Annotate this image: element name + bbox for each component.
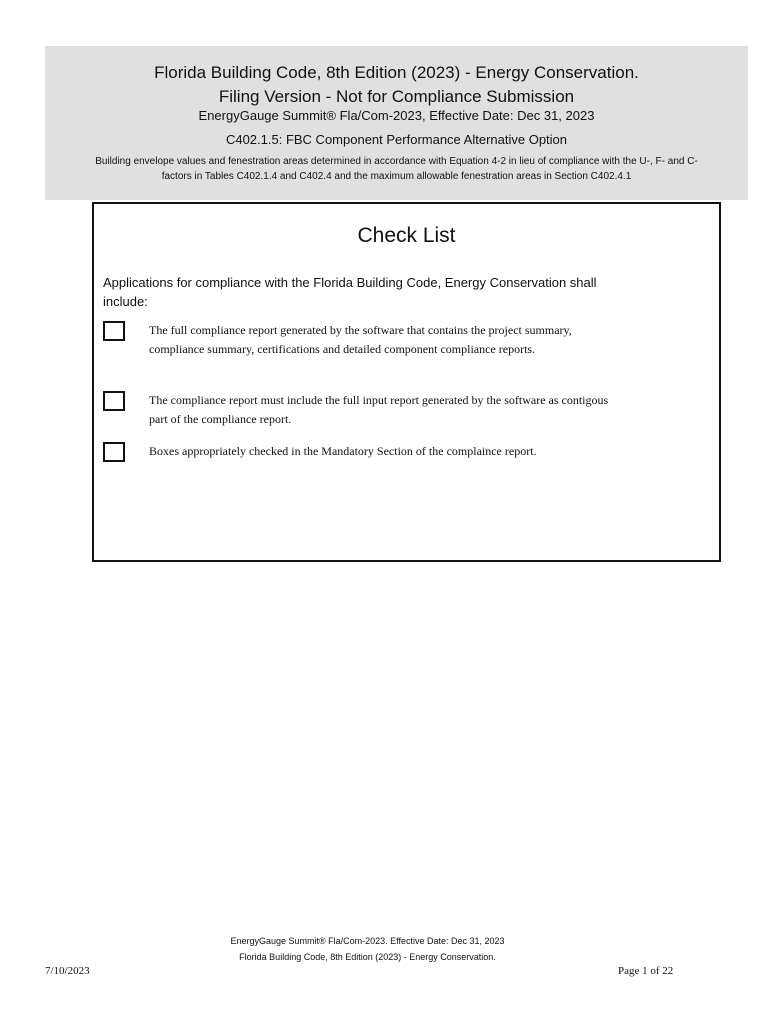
- check-list-intro: Applications for compliance with the Florida Building Code, Energy Conservation shall include:: [103, 275, 597, 309]
- checkbox[interactable]: [103, 391, 125, 411]
- check-list-item-text: The full compliance report generated by the software that contains the project summary, compliance summary, certifications and detailed component compliance reports.: [149, 323, 572, 356]
- check-list-item-text: Boxes appropriately checked in the Mandatory Section of the complaince report.: [149, 444, 537, 458]
- software-effective-date: EnergyGauge Summit® Fla/Com-2023, Effective Date: Dec 31, 2023: [198, 108, 595, 123]
- footer-software-line: EnergyGauge Summit® Fla/Com-2023. Effective Date: Dec 31, 2023: [230, 936, 505, 946]
- section-title: C402.1.5: FBC Component Performance Alternative Option: [225, 132, 568, 147]
- page-number: Page 1 of 22: [618, 965, 674, 977]
- footer-date: 7/10/2023: [45, 965, 90, 977]
- check-list-title: Check List: [357, 224, 456, 247]
- page-footer: [0, 933, 735, 965]
- footer-code-line: Florida Building Code, 8th Edition (2023) - Energy Conservation.: [239, 952, 496, 962]
- checkbox[interactable]: [103, 442, 125, 462]
- filing-version-title: Filing Version - Not for Compliance Submission: [218, 87, 575, 106]
- checkbox[interactable]: [103, 321, 125, 341]
- report-header: [45, 46, 748, 200]
- section-description: Building envelope values and fenestration areas determined in accordance with Equation 4-2 in lieu of compliance with the U-, F- and C-factors in Tables C402.1.4 and C402.4 and the maximum allowable fenestration areas in Section C402.4.1: [95, 156, 698, 182]
- code-title: Florida Building Code, 8th Edition (2023) - Energy Conservation.: [154, 63, 639, 82]
- check-list-item-text: The compliance report must include the full input report generated by the software as contigous part of the compliance report.: [149, 393, 609, 426]
- check-list-panel: [92, 202, 721, 562]
